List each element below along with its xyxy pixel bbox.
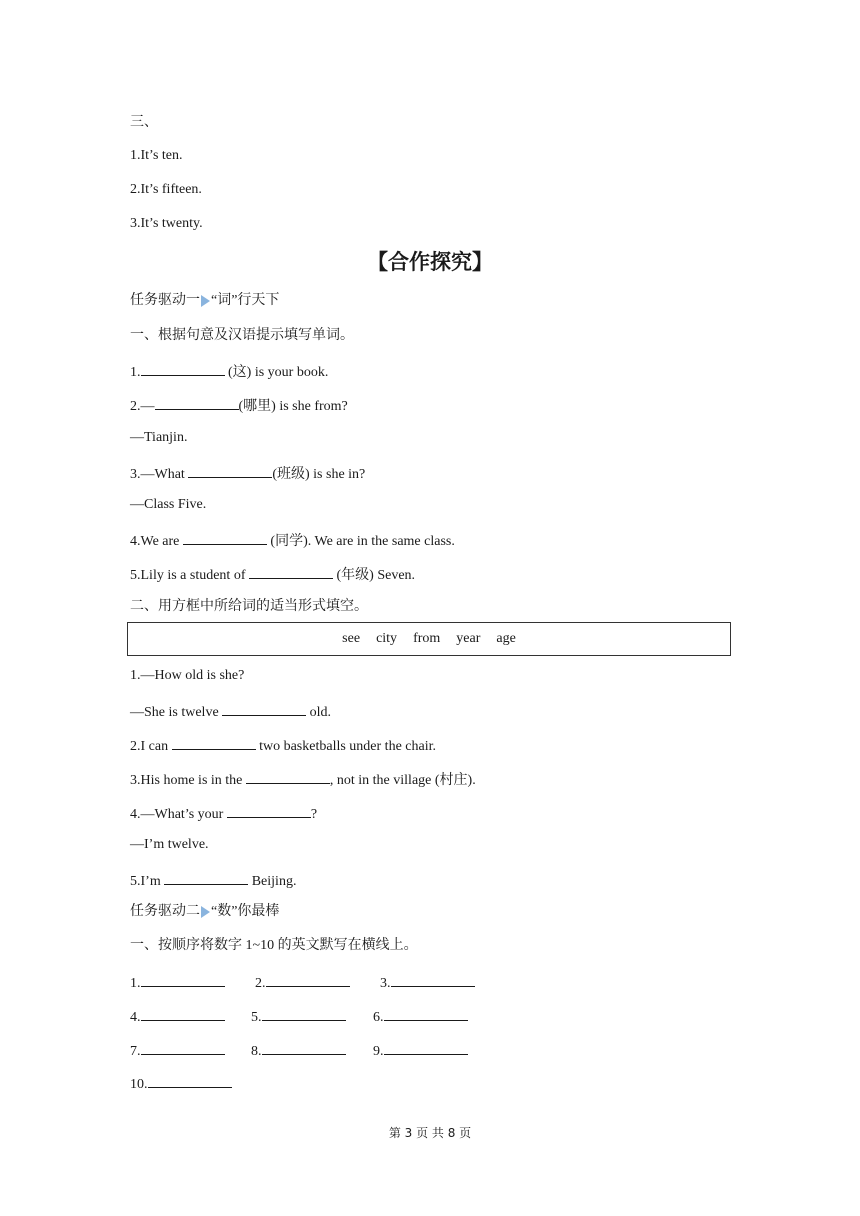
word-option: see — [342, 631, 361, 646]
question-text: (同学). We are in the same class. — [266, 534, 455, 549]
answer-blank[interactable] — [155, 395, 239, 410]
page-footer: 第 3 页 共 8 页 — [388, 1126, 472, 1140]
number-item — [380, 972, 475, 993]
answer-blank[interactable] — [141, 1040, 225, 1055]
task2-suffix: “数”你最棒 — [211, 904, 280, 919]
answer-blank[interactable] — [172, 735, 256, 750]
question-line: —I’m twelve. — [130, 837, 209, 852]
answer-blank[interactable] — [141, 972, 225, 987]
question-text: 2.— — [130, 399, 155, 414]
task1-suffix: “词”行天下 — [211, 293, 280, 308]
question-line — [130, 361, 328, 382]
answer-blank[interactable] — [164, 870, 248, 885]
question-text: ? — [310, 807, 318, 822]
number-item — [130, 972, 225, 993]
task2-prefix: 任务驱动二 — [130, 904, 200, 919]
task1-prefix: 任务驱动一 — [130, 293, 200, 308]
question-text: 2.I can — [130, 739, 172, 754]
number-item — [373, 1040, 468, 1061]
answer-blank[interactable] — [141, 1006, 225, 1021]
question-line: —Class Five. — [130, 497, 207, 512]
question-text: 3.—What — [130, 467, 189, 482]
arrow-icon — [201, 906, 210, 918]
question-text: two basketballs under the chair. — [255, 739, 436, 754]
question-text: 4.—What’s your — [130, 807, 227, 822]
question-text: 5.Lily is a student of — [130, 568, 249, 583]
question-line — [130, 803, 317, 824]
number-item — [255, 972, 350, 993]
question-text: , not in the village (村庄). — [329, 773, 476, 788]
question-line — [130, 395, 348, 416]
part3-answer-1: 1.It’s ten. — [130, 148, 183, 163]
number-item — [251, 1006, 346, 1027]
word-box — [127, 622, 731, 656]
answer-blank[interactable] — [222, 701, 306, 716]
number-label: 9. — [373, 1044, 384, 1059]
question-line — [130, 870, 296, 891]
answer-blank[interactable] — [384, 1040, 468, 1055]
part3-heading: 三、 — [130, 115, 158, 130]
question-text: old. — [306, 705, 332, 720]
task2-title — [130, 903, 279, 921]
number-label: 2. — [255, 976, 266, 991]
question-text: (班级) is she in? — [272, 467, 366, 482]
answer-blank[interactable] — [249, 564, 333, 579]
question-line — [130, 564, 415, 585]
question-line — [130, 530, 455, 551]
number-label: 7. — [130, 1044, 141, 1059]
question-text: 1. — [130, 365, 141, 380]
word-option: year — [456, 631, 481, 646]
question-line — [130, 463, 365, 484]
answer-blank[interactable] — [188, 463, 272, 478]
task1-title — [130, 292, 279, 310]
question-line — [130, 701, 331, 722]
question-text: (这) is your book. — [224, 365, 329, 380]
answer-blank[interactable] — [148, 1073, 232, 1088]
answer-blank[interactable] — [391, 972, 475, 987]
number-label: 10. — [130, 1077, 148, 1092]
part3-answer-3: 3.It’s twenty. — [130, 216, 203, 231]
question-text: Beijing. — [248, 874, 297, 889]
question-text: —She is twelve — [130, 705, 223, 720]
number-item — [130, 1073, 232, 1094]
question-line: —Tianjin. — [130, 430, 188, 445]
question-text: 3.His home is in the — [130, 773, 246, 788]
answer-blank[interactable] — [266, 972, 350, 987]
task1-q1-heading: 一、根据句意及汉语提示填写单词。 — [130, 328, 354, 343]
number-label: 4. — [130, 1010, 141, 1025]
answer-blank[interactable] — [384, 1006, 468, 1021]
question-text: (哪里) is she from? — [238, 399, 348, 414]
question-line — [130, 735, 436, 756]
answer-blank[interactable] — [183, 530, 267, 545]
number-item — [130, 1006, 225, 1027]
question-line: 1.—How old is she? — [130, 668, 245, 683]
question-text: 5.I’m — [130, 874, 165, 889]
answer-blank[interactable] — [262, 1040, 346, 1055]
number-item — [373, 1006, 468, 1027]
word-option: city — [376, 631, 398, 646]
answer-blank[interactable] — [227, 803, 311, 818]
question-text: 4.We are — [130, 534, 183, 549]
answer-blank[interactable] — [262, 1006, 346, 1021]
number-item — [130, 1040, 225, 1061]
section-title: 【合作探究】 — [367, 250, 493, 274]
question-line — [130, 769, 476, 790]
arrow-icon — [201, 295, 210, 307]
task1-q2-heading: 二、用方框中所给词的适当形式填空。 — [130, 599, 368, 614]
number-label: 6. — [373, 1010, 384, 1025]
answer-blank[interactable] — [246, 769, 330, 784]
question-text: (年级) Seven. — [333, 568, 416, 583]
word-option: age — [496, 631, 516, 646]
task2-q1-heading: 一、按顺序将数字 1~10 的英文默写在横线上。 — [130, 938, 418, 953]
word-option: from — [413, 631, 441, 646]
number-item — [251, 1040, 346, 1061]
number-label: 8. — [251, 1044, 262, 1059]
number-label: 1. — [130, 976, 141, 991]
answer-blank[interactable] — [141, 361, 225, 376]
number-label: 3. — [380, 976, 391, 991]
part3-answer-2: 2.It’s fifteen. — [130, 182, 202, 197]
number-label: 5. — [251, 1010, 262, 1025]
